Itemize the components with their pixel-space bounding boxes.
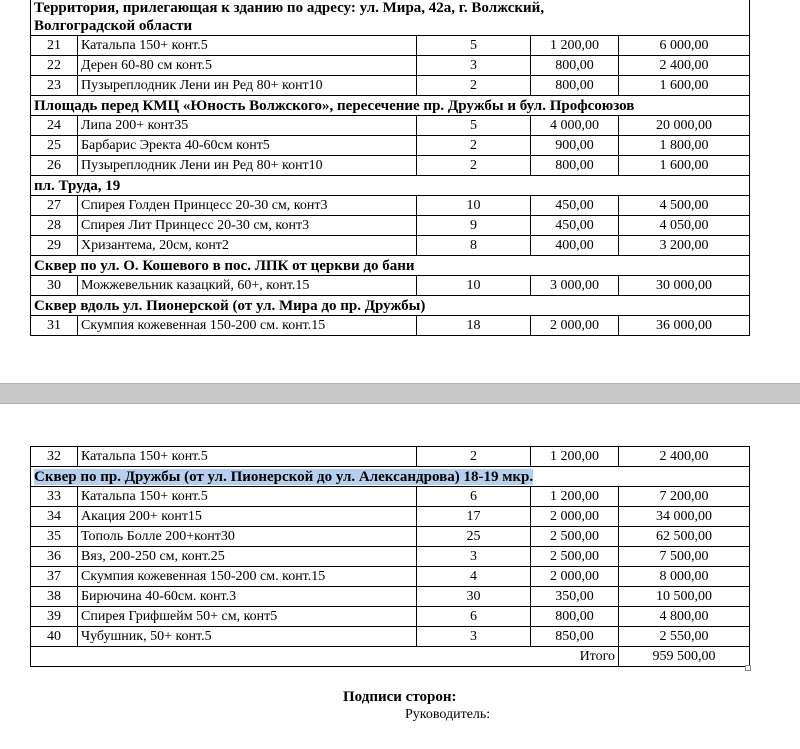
total-row: [31, 647, 750, 667]
quantity: 18: [417, 316, 531, 336]
row-sum: 36 000,00: [619, 316, 750, 336]
section-title: пл. Труда, 19: [31, 176, 750, 196]
total-spacer: [31, 647, 531, 667]
unit-price: 4 000,00: [531, 116, 619, 136]
row-number: 35: [31, 527, 78, 547]
plant-name: Скумпия кожевенная 150-200 см. конт.15: [78, 567, 417, 587]
plant-name: Барбарис Эректа 40-60см конт5: [78, 136, 417, 156]
row-number: 23: [31, 76, 78, 96]
row-sum: 2 550,00: [619, 627, 750, 647]
signatures-title: Подписи сторон:: [343, 689, 457, 705]
unit-price: 2 000,00: [531, 507, 619, 527]
row-number: 28: [31, 216, 78, 236]
row-number: 24: [31, 116, 78, 136]
plant-name: Можжевельник казацкий, 60+, конт.15: [78, 276, 417, 296]
row-number: 39: [31, 607, 78, 627]
unit-price: 2 000,00: [531, 567, 619, 587]
plant-name: Хризантема, 20см, конт2: [78, 236, 417, 256]
row-sum: 1 600,00: [619, 76, 750, 96]
section-row: [31, 256, 750, 276]
quantity: 25: [417, 527, 531, 547]
table-row: [31, 527, 750, 547]
table-row: [31, 76, 750, 96]
plant-name: Спирея Голден Принцесс 20-30 см, конт3: [78, 196, 417, 216]
plant-name: Тополь Болле 200+конт30: [78, 527, 417, 547]
section-row: [31, 296, 750, 316]
table-row: [31, 156, 750, 176]
section-title: Территория, прилегающая к зданию по адресу: ул. Мира, 42а, г. Волжский, Волгоградской области: [31, 0, 750, 36]
row-sum: 10 500,00: [619, 587, 750, 607]
unit-price: 450,00: [531, 196, 619, 216]
row-number: 31: [31, 316, 78, 336]
quantity: 9: [417, 216, 531, 236]
page-break-gap: [0, 383, 800, 404]
table-row: [31, 627, 750, 647]
section-title: Сквер вдоль ул. Пионерской (от ул. Мира до пр. Дружбы): [31, 296, 750, 316]
row-number: 27: [31, 196, 78, 216]
quantity: 17: [417, 507, 531, 527]
unit-price: 800,00: [531, 607, 619, 627]
table-row: [31, 136, 750, 156]
row-number: 26: [31, 156, 78, 176]
row-sum: 4 050,00: [619, 216, 750, 236]
section-row: [31, 176, 750, 196]
quantity: 2: [417, 156, 531, 176]
unit-price: 400,00: [531, 236, 619, 256]
plant-name: Катальпа 150+ конт.5: [78, 447, 417, 467]
row-sum: 62 500,00: [619, 527, 750, 547]
row-number: 33: [31, 487, 78, 507]
plant-name: Бирючина 40-60см. конт.3: [78, 587, 417, 607]
row-sum: 8 000,00: [619, 567, 750, 587]
quantity: 2: [417, 447, 531, 467]
table-row: [31, 116, 750, 136]
table-row: [31, 567, 750, 587]
row-number: 36: [31, 547, 78, 567]
table-row: [31, 216, 750, 236]
unit-price: 800,00: [531, 56, 619, 76]
plant-name: Спирея Грифшейм 50+ см, конт5: [78, 607, 417, 627]
section-row: [31, 467, 750, 487]
row-sum: 2 400,00: [619, 447, 750, 467]
quantity: 6: [417, 487, 531, 507]
quantity: 10: [417, 196, 531, 216]
table-row: [31, 447, 750, 467]
plant-name: Дерен 60-80 см конт.5: [78, 56, 417, 76]
unit-price: 800,00: [531, 156, 619, 176]
row-number: 25: [31, 136, 78, 156]
unit-price: 800,00: [531, 76, 619, 96]
row-number: 38: [31, 587, 78, 607]
row-number: 30: [31, 276, 78, 296]
table-row: [31, 56, 750, 76]
unit-price: 3 000,00: [531, 276, 619, 296]
plant-name: Липа 200+ конт35: [78, 116, 417, 136]
row-sum: 30 000,00: [619, 276, 750, 296]
unit-price: 900,00: [531, 136, 619, 156]
quantity: 3: [417, 627, 531, 647]
table-row: [31, 587, 750, 607]
quantity: 6: [417, 607, 531, 627]
quantity: 8: [417, 236, 531, 256]
table-row: [31, 276, 750, 296]
plant-name: Катальпа 150+ конт.5: [78, 487, 417, 507]
quantity: 5: [417, 36, 531, 56]
row-sum: 2 400,00: [619, 56, 750, 76]
signature-role: Руководитель:: [405, 707, 491, 722]
quantity: 5: [417, 116, 531, 136]
section-row: [31, 0, 750, 36]
unit-price: 2 000,00: [531, 316, 619, 336]
plant-name: Вяз, 200-250 см, конт.25: [78, 547, 417, 567]
unit-price: 2 500,00: [531, 547, 619, 567]
table-row: [31, 196, 750, 216]
unit-price: 350,00: [531, 587, 619, 607]
quantity: 3: [417, 56, 531, 76]
section-title-highlighted[interactable]: Сквер по пр. Дружбы (от ул. Пионерской до ул. Александрова) 18-19 мкр.: [31, 467, 750, 487]
unit-price: 2 500,00: [531, 527, 619, 547]
unit-price: 1 200,00: [531, 36, 619, 56]
total-label: Итого: [531, 647, 619, 667]
table-row: [31, 487, 750, 507]
row-number: 21: [31, 36, 78, 56]
row-sum: 7 200,00: [619, 487, 750, 507]
table-row: [31, 607, 750, 627]
document-page-2: [0, 404, 800, 749]
row-sum: 4 800,00: [619, 607, 750, 627]
total-value: 959 500,00: [619, 647, 750, 667]
plant-name: Пузыреплодник Лени ин Ред 80+ конт10: [78, 156, 417, 176]
section-title: Сквер по ул. О. Кошевого в пос. ЛПК от церкви до бани: [31, 256, 750, 276]
quantity: 3: [417, 547, 531, 567]
plant-name: Катальпа 150+ конт.5: [78, 36, 417, 56]
table-row: [31, 507, 750, 527]
quantity: 2: [417, 76, 531, 96]
plant-name: Чубушник, 50+ конт.5: [78, 627, 417, 647]
row-number: 29: [31, 236, 78, 256]
row-number: 22: [31, 56, 78, 76]
row-sum: 6 000,00: [619, 36, 750, 56]
row-sum: 1 600,00: [619, 156, 750, 176]
plant-name: Спирея Лит Принцесс 20-30 см, конт3: [78, 216, 417, 236]
quantity: 10: [417, 276, 531, 296]
unit-price: 1 200,00: [531, 447, 619, 467]
unit-price: 450,00: [531, 216, 619, 236]
row-number: 40: [31, 627, 78, 647]
table-row: [31, 547, 750, 567]
section-row: [31, 96, 750, 116]
plant-name: Скумпия кожевенная 150-200 см. конт.15: [78, 316, 417, 336]
row-number: 37: [31, 567, 78, 587]
plantings-table-page-2: [30, 446, 750, 667]
plantings-table-page-1: [30, 0, 750, 336]
table-resize-handle[interactable]: [745, 665, 751, 671]
quantity: 2: [417, 136, 531, 156]
row-number: 34: [31, 507, 78, 527]
unit-price: 1 200,00: [531, 487, 619, 507]
row-sum: 3 200,00: [619, 236, 750, 256]
row-sum: 20 000,00: [619, 116, 750, 136]
row-sum: 34 000,00: [619, 507, 750, 527]
row-sum: 1 800,00: [619, 136, 750, 156]
quantity: 30: [417, 587, 531, 607]
row-number: 32: [31, 447, 78, 467]
plant-name: Акация 200+ конт15: [78, 507, 417, 527]
table-row: [31, 236, 750, 256]
row-sum: 4 500,00: [619, 196, 750, 216]
table-row: [31, 316, 750, 336]
plant-name: Пузыреплодник Лени ин Ред 80+ конт10: [78, 76, 417, 96]
table-row: [31, 36, 750, 56]
row-sum: 7 500,00: [619, 547, 750, 567]
quantity: 4: [417, 567, 531, 587]
section-title: Площадь перед КМЦ «Юность Волжского», пересечение пр. Дружбы и бул. Профсоюзов: [31, 96, 750, 116]
unit-price: 850,00: [531, 627, 619, 647]
